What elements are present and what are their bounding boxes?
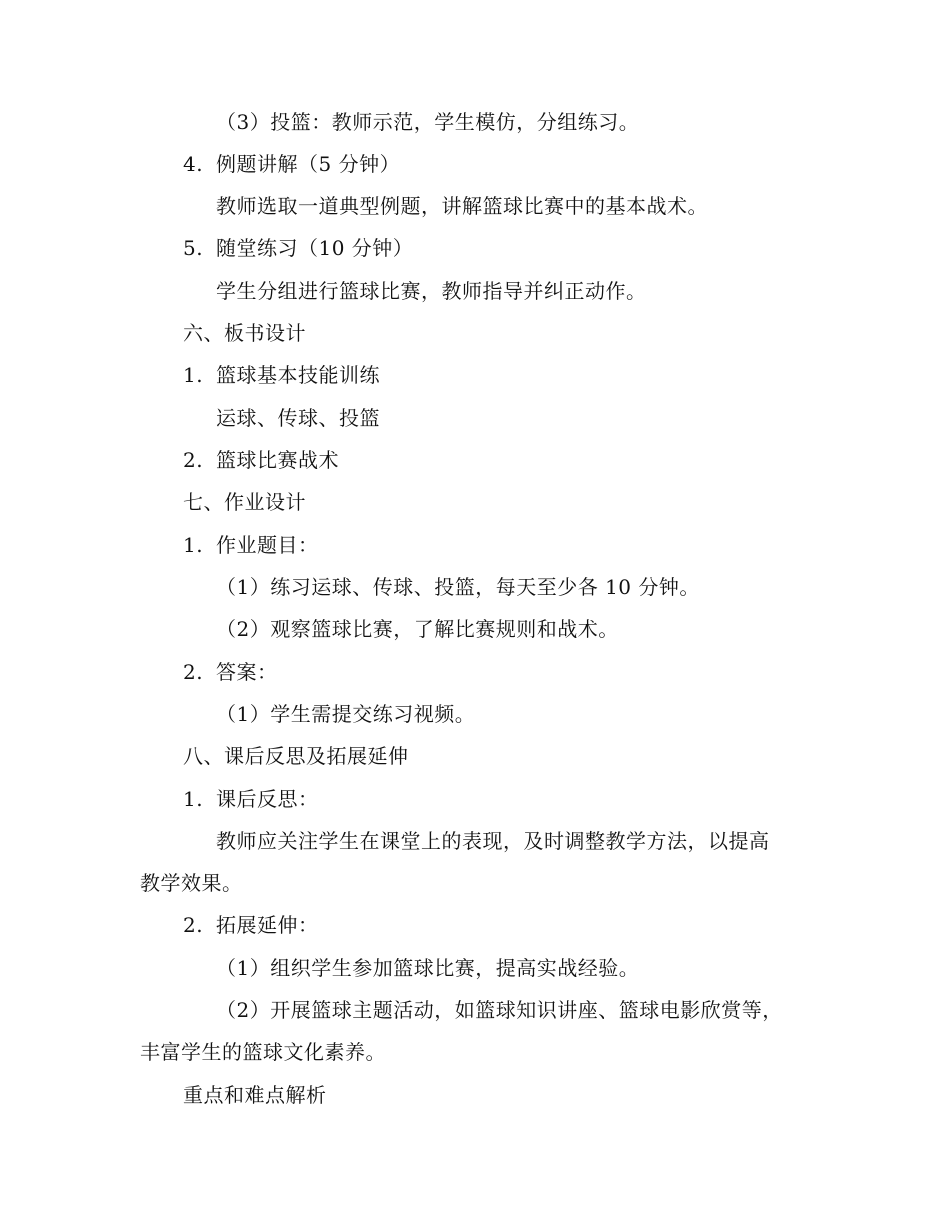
line-text: （1）学生需提交练习视频。: [216, 702, 476, 726]
line-text: 丰富学生的篮球文化素养。: [140, 1040, 386, 1064]
heading-text: 六、板书设计: [183, 321, 306, 345]
line-text: （3）投篮：教师示范，学生模仿，分组练习。: [216, 110, 640, 134]
heading-text: 八、课后反思及拓展延伸: [183, 744, 409, 768]
numbered-item: [183, 786, 319, 812]
item-text: 例题讲解（5 分钟）: [216, 152, 401, 176]
paragraph-line: [216, 828, 770, 854]
item-number: 2.: [183, 448, 204, 472]
text-line: [216, 405, 380, 431]
line-text: （1）组织学生参加篮球比赛，提高实战经验。: [216, 956, 640, 980]
paragraph-line: [216, 997, 783, 1023]
text-line: [216, 955, 639, 981]
section-heading: [183, 320, 306, 346]
section-heading: [183, 743, 409, 769]
text-line: [216, 701, 475, 727]
item-text: 答案：: [216, 660, 278, 684]
line-text: （2）开展篮球主题活动，如篮球知识讲座、篮球电影欣赏等，: [216, 998, 783, 1022]
text-line: [216, 616, 619, 642]
numbered-item: [183, 447, 339, 473]
item-number: 1.: [183, 787, 204, 811]
item-text: 篮球基本技能训练: [216, 363, 380, 387]
text-line: [216, 109, 639, 135]
item-text: 拓展延伸：: [216, 913, 319, 937]
numbered-item: [183, 362, 380, 388]
text-line: [216, 574, 700, 600]
line-text: （2）观察篮球比赛，了解比赛规则和战术。: [216, 617, 619, 641]
line-text: 运球、传球、投篮: [216, 406, 380, 430]
item-text: 篮球比赛战术: [216, 448, 339, 472]
section-heading: [183, 489, 306, 515]
numbered-item: [183, 235, 413, 261]
line-text: 教师选取一道典型例题，讲解篮球比赛中的基本战术。: [216, 194, 708, 218]
line-text: 学生分组进行篮球比赛，教师指导并纠正动作。: [216, 279, 647, 303]
heading-text: 七、作业设计: [183, 490, 306, 514]
numbered-item: [183, 151, 400, 177]
item-text: 随堂练习（10 分钟）: [216, 236, 414, 260]
line-text: （1）练习运球、传球、投篮，每天至少各 10 分钟。: [216, 575, 700, 599]
item-number: 1.: [183, 363, 204, 387]
item-number: 4.: [183, 152, 204, 176]
text-line: [216, 278, 647, 304]
numbered-item: [183, 532, 319, 558]
item-text: 作业题目：: [216, 533, 319, 557]
item-number: 2.: [183, 660, 204, 684]
item-number: 2.: [183, 913, 204, 937]
numbered-item: [183, 659, 278, 685]
numbered-item: [183, 912, 319, 938]
text-line: [216, 193, 708, 219]
item-number: 5.: [183, 236, 204, 260]
section-heading: [183, 1082, 327, 1108]
item-number: 1.: [183, 533, 204, 557]
paragraph-continuation: [140, 1039, 386, 1065]
heading-text: 重点和难点解析: [183, 1083, 327, 1107]
line-text: 教学效果。: [140, 871, 243, 895]
paragraph-continuation: [140, 870, 243, 896]
item-text: 课后反思：: [216, 787, 319, 811]
line-text: 教师应关注学生在课堂上的表现，及时调整教学方法，以提高: [216, 829, 770, 853]
